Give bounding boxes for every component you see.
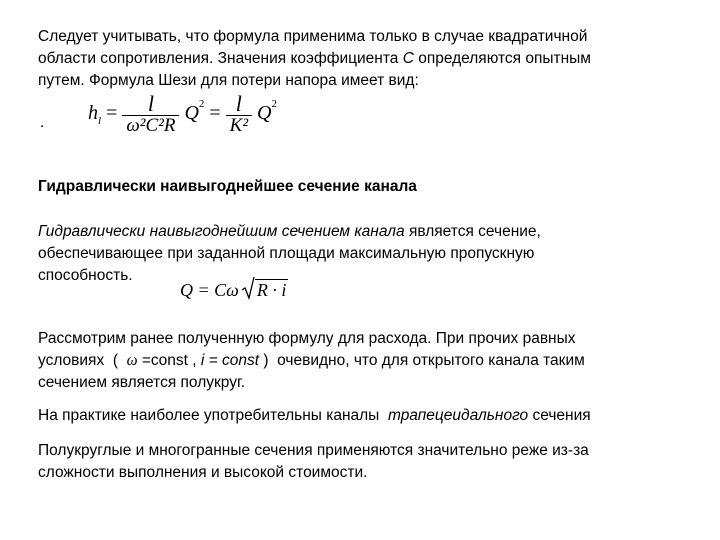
definition-line-2: обеспечивающее при заданной площади максимальную пропускную: [38, 245, 535, 262]
chezy-head-loss-formula: [88, 93, 277, 136]
intro-line-2: [38, 48, 688, 70]
definition-line-3: способность.: [38, 267, 133, 284]
intro-line-1: Следует учитывать, что формула применима только в случае квадратичной: [38, 28, 588, 45]
para4-line-2: сложности выполнения и высокой стоимости.: [38, 464, 368, 481]
formula1-fraction-2: [226, 93, 252, 136]
formula1-fraction-1: [122, 93, 179, 136]
para2-line-2-c: ) очевидно, что для открытого канала таким: [259, 352, 585, 369]
formula1-f2-den: K²: [226, 115, 252, 136]
para3-end: сечения: [528, 407, 591, 424]
slope-const: i = const: [200, 352, 260, 369]
formula2-radicand: R · i: [256, 280, 287, 300]
formula1-dot: .: [40, 114, 45, 131]
para4-line-1: Полукруглые и многогранные сечения применяются значительно реже из-за: [38, 442, 589, 459]
para3-italic: трапецеидального: [387, 407, 529, 424]
formula1-eq2: =: [209, 102, 221, 125]
definition-line-1-rest: является сечение,: [404, 223, 541, 240]
formula1-f1-num: l: [147, 91, 154, 116]
para2-line-2-b: =const ,: [137, 352, 201, 369]
formula1-q1: $Q^2$: [184, 98, 205, 125]
flow-rate-formula: [180, 276, 288, 301]
intro-line-2-a: области сопротивления. Значения коэффициента: [38, 50, 403, 67]
formula2-lhs: Q = Cω: [180, 280, 239, 300]
formula1-eq1: =: [106, 102, 118, 125]
definition-line-1: [38, 221, 688, 243]
para3-text: На практике наиболее употребительны каналы: [38, 407, 388, 424]
omega-symbol: ω: [126, 352, 138, 369]
intro-line-2-b: определяются опытным: [413, 50, 591, 67]
para3-line: [38, 405, 688, 427]
formula1-lhs: $h_l$: [88, 102, 102, 128]
para2-line-3: сечением является полукруг.: [38, 374, 246, 391]
para2-line-2: [38, 350, 688, 372]
coefficient-c: С: [402, 50, 414, 67]
para2-line-1: Рассмотрим ранее полученную формулу для расхода. При прочих равных: [38, 330, 576, 347]
formula1-q2: $Q^2$: [257, 98, 277, 125]
intro-line-3: путем. Формула Шези для потери напора имеет вид:: [38, 72, 419, 89]
sqrt-sign-icon: [241, 276, 255, 300]
formula1-f2-num: l: [235, 91, 242, 116]
formula1-f1-den: ω²C²R: [122, 115, 179, 136]
section-heading: Гидравлически наивыгоднейшее сечение канала: [38, 178, 417, 195]
para2-line-2-a: условиях (: [38, 352, 127, 369]
definition-term: Гидравлически наивыгоднейшим сечением канала: [38, 223, 405, 240]
